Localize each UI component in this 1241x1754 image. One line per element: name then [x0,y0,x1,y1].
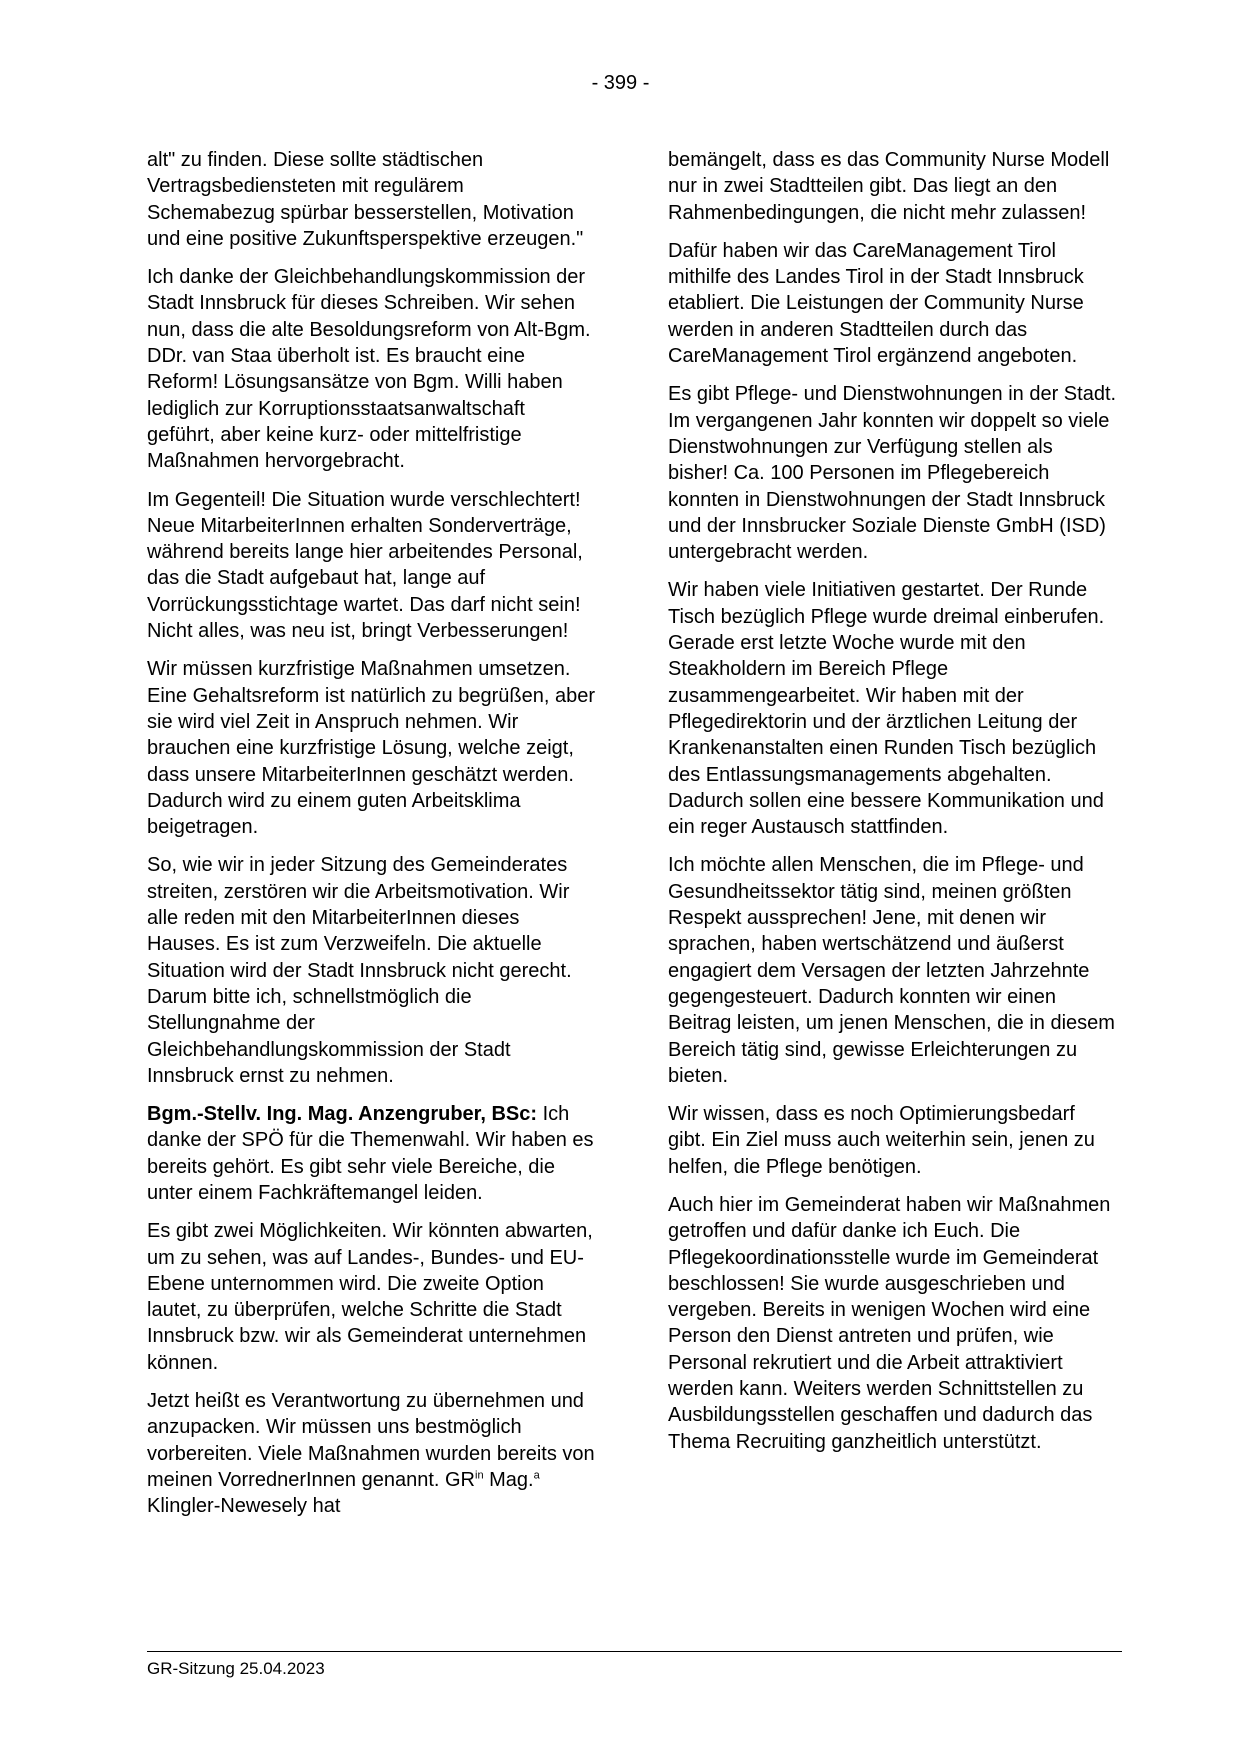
paragraph: Wir wissen, dass es noch Optimierungsbedarf gibt. Ein Ziel muss auch weiterhin sein, jenen zu helfen, die Pflege benötigen. [668,1103,1095,1178]
paragraph: Es gibt Pflege- und Dienstwohnungen in der Stadt. Im vergangenen Jahr konnten wir doppelt so viele Dienstwohnungen zur Verfügung stellen als bisher! Ca. 100 Personen im Pflegebereich konnten in Dienstwohnungen der Stadt Innsbruck und der Innsbrucker Soziale Dienste GmbH (ISD) untergebracht werden. [668,383,1117,564]
text-run: Jetzt heißt es Verantwortung zu übernehmen und anzupacken. Wir müssen uns bestmöglich vorbereiten. Viele Maßnahmen wurden bereits von meinen VorrednerInnen genannt. GR [147,1390,595,1491]
paragraph: Auch hier im Gemeinderat haben wir Maßnahmen getroffen und dafür danke ich Euch. Die Pflegekoordinationsstelle wurde im Gemeinderat beschlossen! Sie wurde ausgeschrieben und vergeben. Bereits in wenigen Wochen wird eine Person den Dienst antreten und prüfen, wie Personal rekrutiert und die Arbeit attraktiviert werden kann. Weiters werden Schnittstellen zu Ausbildungsstellen geschaffen und dadurch das Thema Recruiting ganzheitlich unterstützt. [668,1193,1111,1453]
paragraph: Wir haben viele Initiativen gestartet. Der Runde Tisch bezüglich Pflege wurde dreimal einberufen. Gerade erst letzte Woche wurde mit den Steakholdern im Bereich Pflege zusammengearbeitet. Wir haben mit der Pflegedirektorin und der ärztlichen Leitung der Krankenanstalten einen Runden Tisch bezüglich des Entlassungsmanagements abgehalten. Dadurch sollen eine bessere Kommunikation und ein reger Austausch stattfinden. [668,579,1105,839]
speech-text: Ich danke der SPÖ für die Themenwahl. Wir haben es bereits gehört. Es gibt sehr viele Bereiche, die unter einem Fachkräftemangel leiden. [147,1103,594,1204]
paragraph: Ich möchte allen Menschen, die im Pflege- und Gesundheitssektor tätig sind, meinen größten Respekt aussprechen! Jene, mit denen wir sprachen, haben wertschätzend und äußerst engagiert dem Versagen der letzten Jahrzehnte gegengesteuert. Dadurch konnten wir einen Beitrag leisten, um jenen Menschen, die in diesem Bereich tätig sind, gewisse Erleichterungen zu bieten. [668,854,1115,1087]
paragraph: Ich danke der Gleichbehandlungskommission der Stadt Innsbruck für dieses Schreiben. Wir sehen nun, dass die alte Besoldungsreform von Alt-Bgm. DDr. van Staa überholt ist. Es braucht eine Reform! Lösungsansätze von Bgm. Willi haben lediglich zur Korruptionsstaatsanwaltschaft geführt, aber keine kurz- oder mittelfristige Maßnahmen hervorgebracht. [147,266,591,473]
footer-text: GR-Sitzung 25.04.2023 [147,1659,325,1678]
page-number: - 399 - [591,72,650,94]
paragraph: So, wie wir in jeder Sitzung des Gemeinderates streiten, zerstören wir die Arbeitsmotivation. Wir alle reden mit den MitarbeiterInnen dieses Hauses. Es ist zum Verzweifeln. Die aktuelle Situation wird der Stadt Innsbruck nicht gerecht. Darum bitte ich, schnellstmöglich die Stellungnahme der Gleichbehandlungskommission der Stadt Innsbruck ernst zu nehmen. [147,854,572,1087]
speech-paragraph [147,1101,597,1206]
paragraph: bemängelt, dass es das Community Nurse Modell nur in zwei Stadtteilen gibt. Das liegt an den Rahmenbedingungen, die nicht mehr zulassen! [668,149,1110,224]
paragraph: Dafür haben wir das CareManagement Tirol mithilfe des Landes Tirol in der Stadt Innsbruck etabliert. Die Leistungen der Community Nurse werden in anderen Stadtteilen durch das CareManagement Tirol ergänzend angeboten. [668,239,1084,368]
right-column [668,147,1118,1467]
footer-divider [147,1651,1122,1652]
text-run: Klingler-Newesely hat [147,1495,341,1518]
superscript: in [475,1469,484,1482]
speaker-name: Bgm.-Stellv. Ing. Mag. Anzengruber, BSc: [147,1103,538,1126]
paragraph: Im Gegenteil! Die Situation wurde verschlechtert! Neue MitarbeiterInnen erhalten Sonderverträge, während bereits lange hier arbeitendes Personal, das die Stadt aufgebaut hat, lange auf Vorrückungsstichtage wartet. Das darf nicht sein! Nicht alles, was neu ist, bringt Verbesserungen! [147,488,583,643]
paragraph: Es gibt zwei Möglichkeiten. Wir könnten abwarten, um zu sehen, was auf Landes-, Bundes- und EU-Ebene unternommen wird. Die zweite Option lautet, zu überprüfen, welche Schritte die Stadt Innsbruck bzw. wir als Gemeinderat unternehmen können. [147,1220,593,1374]
left-column [147,147,597,1532]
text-run: Mag. [483,1468,534,1491]
paragraph [147,1388,597,1519]
superscript: a [533,1469,540,1482]
paragraph: Wir müssen kurzfristige Maßnahmen umsetzen. Eine Gehaltsreform ist natürlich zu begrüßen, aber sie wird viel Zeit in Anspruch nehmen. Wir brauchen eine kurzfristige Lösung, welche zeigt, dass unsere MitarbeiterInnen geschätzt werden. Dadurch wird zu einem guten Arbeitsklima beigetragen. [147,658,595,839]
paragraph: alt" zu finden. Diese sollte städtischen Vertragsbediensteten mit regulärem Schemabezug spürbar besserstellen, Motivation und eine positive Zukunftsperspektive erzeugen." [147,149,584,250]
